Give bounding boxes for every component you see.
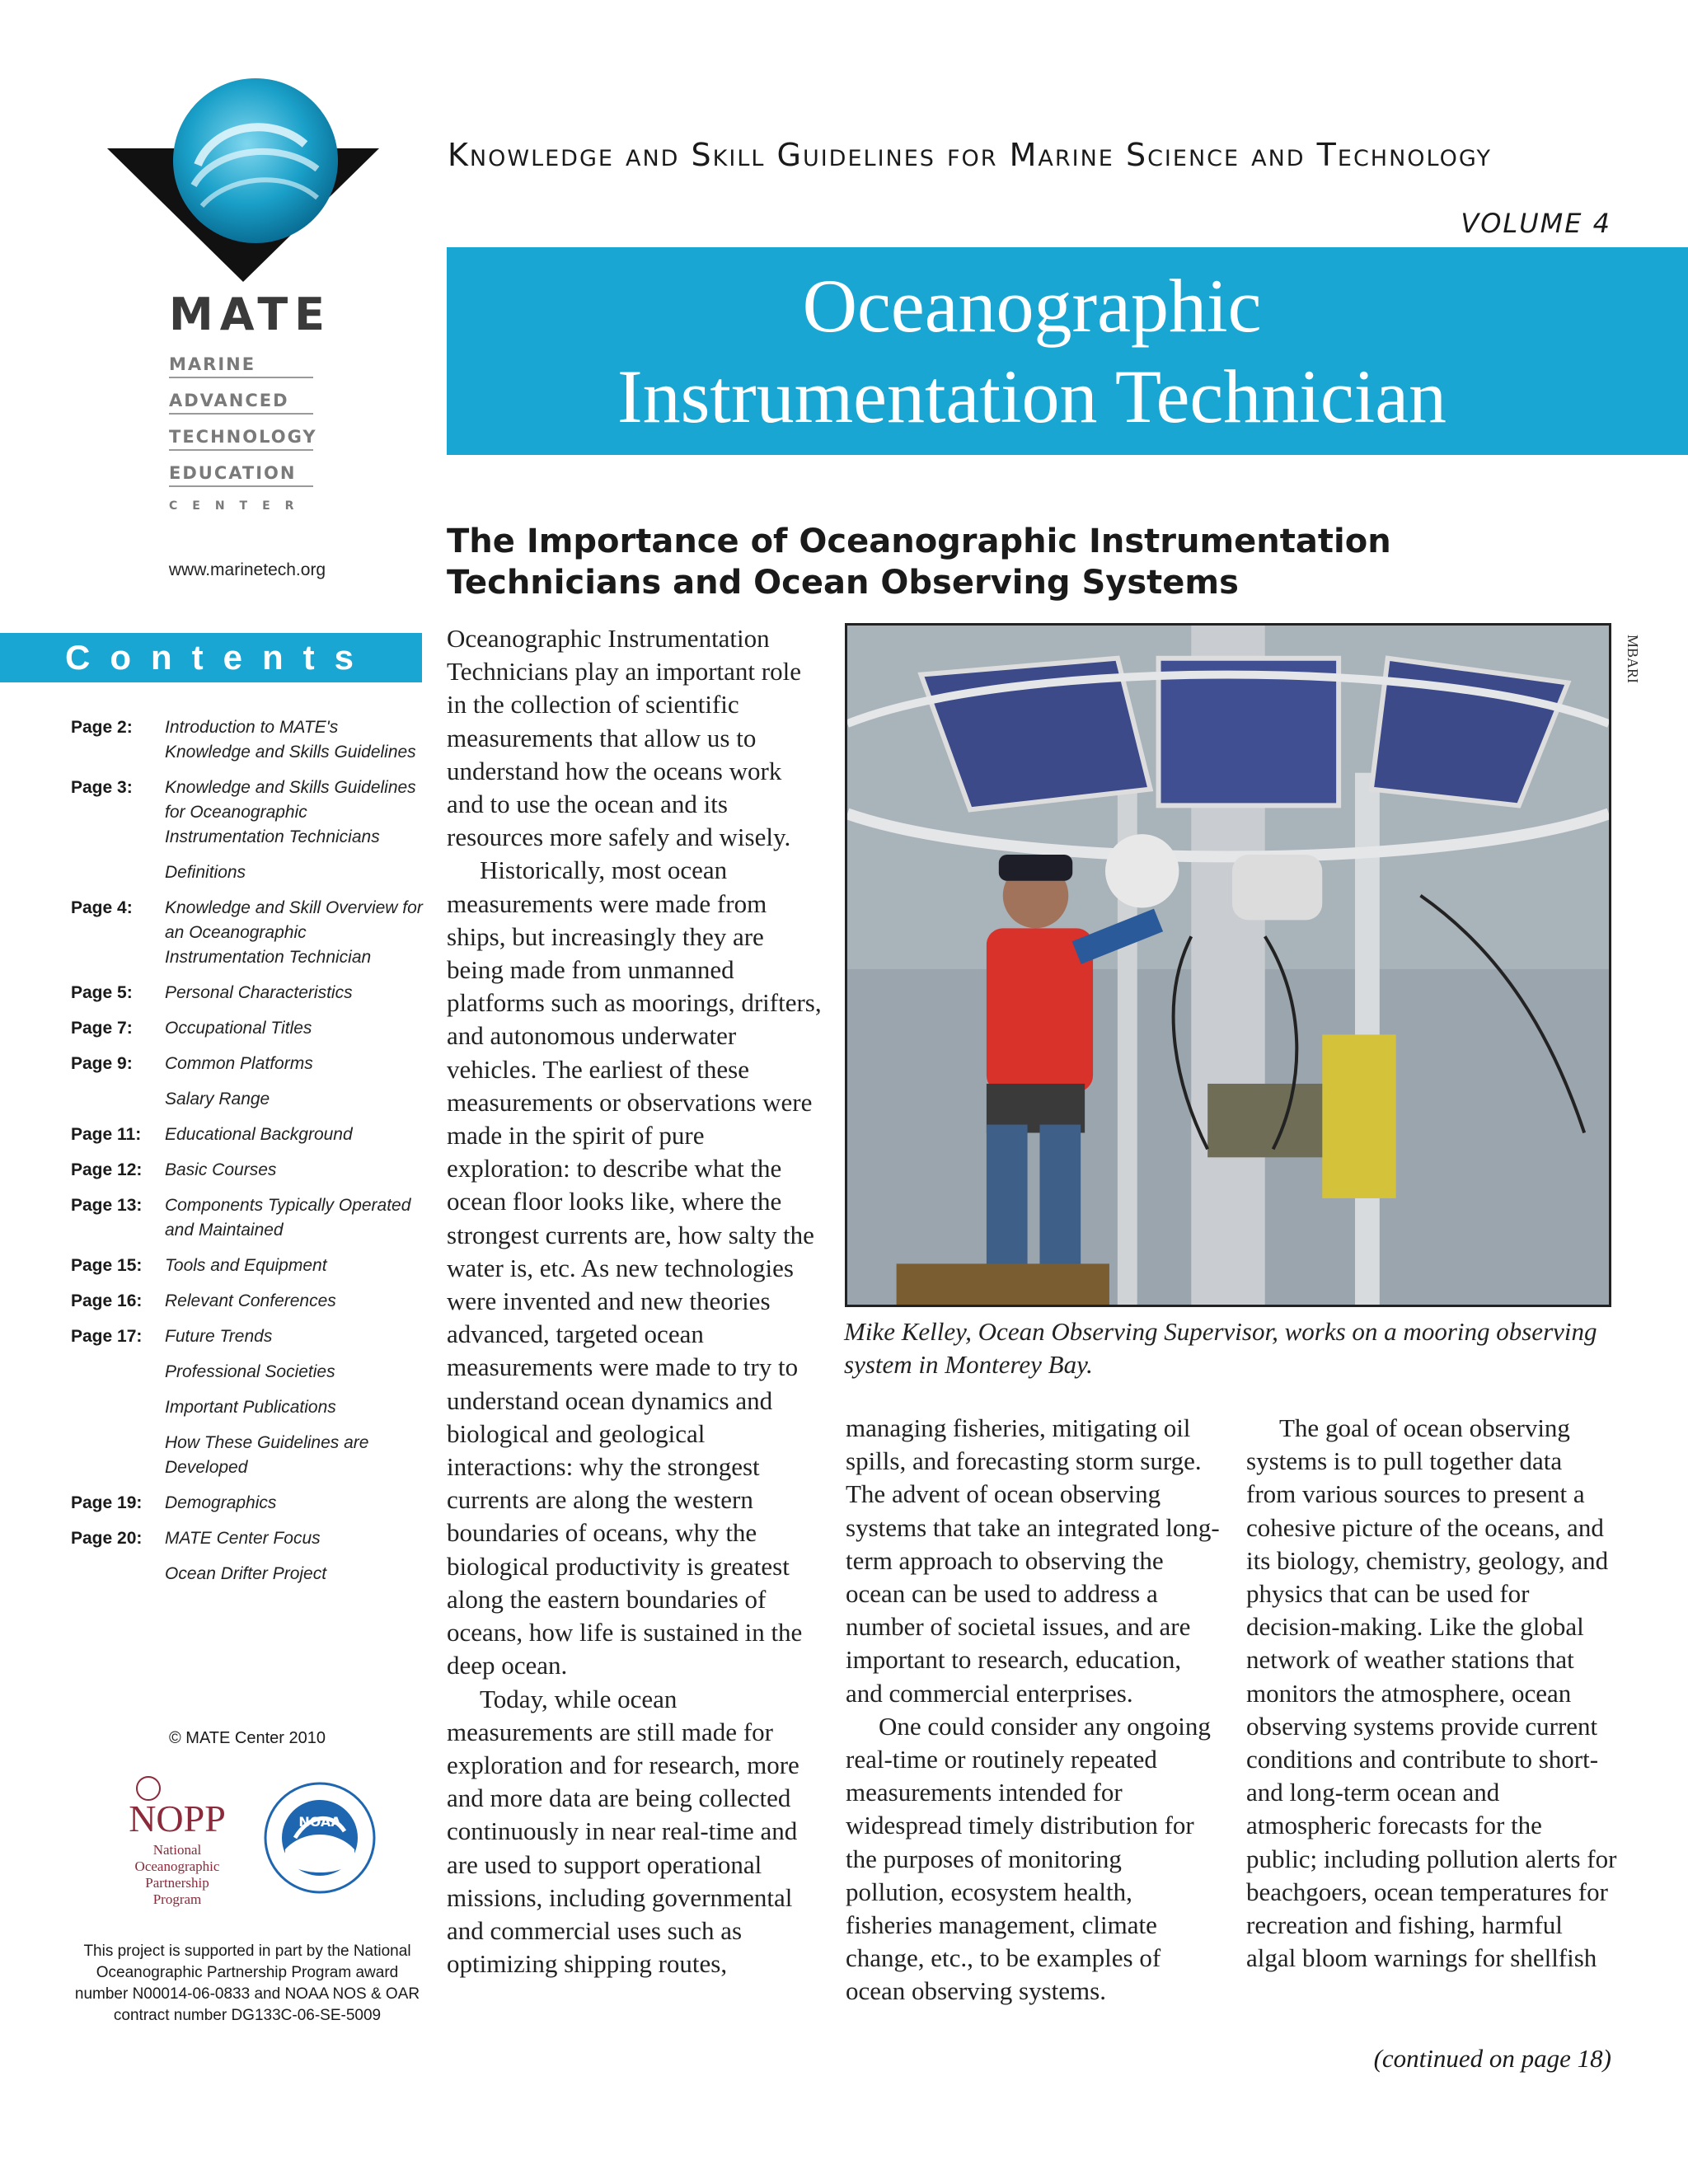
nopp-logo (115, 1772, 239, 1920)
toc-page-number: Page 5: (71, 983, 133, 1002)
toc-title: Basic Courses (165, 1160, 277, 1179)
nopp-logo-word: NOPP (129, 1797, 226, 1840)
toc-title: Common Platforms (165, 1054, 313, 1073)
body-column-1 (447, 622, 822, 1980)
toc-title: Salary Range (165, 1090, 270, 1108)
toc-entry[interactable] (71, 1562, 425, 1586)
logo-line-center: CENTER (169, 499, 309, 513)
toc-entry[interactable] (71, 860, 425, 885)
photo-credit: MBARI (1625, 635, 1641, 684)
paragraph: Historically, most ocean measurements were made from ships, but increasingly they are being made from unmanned platforms such as moorings, drifters, and autonomous underwater vehicles. The earliest of these measurements or observations were made in the spirit of pure exploration: to describe what the ocean floor looks like, where the strongest currents are, how salty the water is, etc. As new technologies were invented and new theories advanced, targeted ocean measurements were made to try to understand ocean dynamics and biological and geological interactions: why the strongest currents are along the western boundaries of oceans, why the biological productivity is greatest along the eastern boundaries of oceans, how life is sustained in the deep ocean. (447, 855, 822, 1680)
toc-entry[interactable] (71, 776, 425, 850)
toc-entry[interactable] (71, 1289, 425, 1314)
logo-divider (169, 377, 313, 378)
paragraph: managing fisheries, mitigating oil spills, and forecasting storm surge. The advent of ocean observing systems that take an integrated long-term approach to observing the ocean can be used to address a number of societal issues, and are important to research, education, and commercial enterprises. (846, 1413, 1220, 1708)
toc-entry[interactable] (71, 1360, 425, 1385)
svg-text:Program: Program (152, 1891, 202, 1907)
noaa-logo-word: NOAA (298, 1814, 341, 1830)
toc-page-number: Page 20: (71, 1529, 143, 1548)
toc-page-number: Page 2: (71, 718, 133, 737)
toc-page-number: Page 17: (71, 1327, 143, 1346)
volume-label: VOLUME 4 (1461, 208, 1611, 239)
logo-line-marine: MARINE (169, 354, 256, 374)
article-headline: The Importance of Oceanographic Instrumentation Technicians and Ocean Observing Systems (447, 523, 1391, 602)
toc-entry[interactable] (71, 1122, 425, 1147)
toc-title: Knowledge and Skill Overview for an Oceanographic Instrumentation Technician (165, 898, 423, 967)
toc-page-number: Page 19: (71, 1493, 143, 1512)
svg-text:Partnership: Partnership (145, 1875, 209, 1891)
noaa-logo (262, 1780, 377, 1896)
toc-page-number (71, 1562, 165, 1586)
toc-title: Ocean Drifter Project (165, 1564, 327, 1583)
series-title: Knowledge and Skill Guidelines for Marine Science and Technology (448, 137, 1492, 173)
toc-entry[interactable] (71, 1158, 425, 1183)
toc-entry[interactable] (71, 1254, 425, 1278)
technician-photo (845, 623, 1611, 1307)
logo-divider (169, 449, 313, 451)
logo-divider (169, 485, 313, 487)
toc-page-number: Page 13: (71, 1196, 143, 1215)
toc-title: Knowledge and Skills Guidelines for Oceanographic Instrumentation Technicians (165, 778, 416, 846)
toc-entry[interactable] (71, 1016, 425, 1041)
paragraph: Oceanographic Instrumentation Technicians play an important role in the collection of scientific measurements that allow us to understand how the oceans work and to use the ocean and its resources more safely and wisely. (447, 624, 801, 852)
toc-page-number: Page 11: (71, 1125, 142, 1144)
website-link[interactable]: www.marinetech.org (168, 560, 326, 579)
toc-title: Tools and Equipment (165, 1256, 327, 1275)
logo-wordmark: MATE (169, 288, 332, 340)
toc-page-number: Page 9: (71, 1054, 133, 1073)
toc-title: Important Publications (165, 1398, 336, 1417)
toc-entry[interactable] (71, 1193, 425, 1243)
toc-title: Personal Characteristics (165, 983, 353, 1002)
toc-title: MATE Center Focus (165, 1529, 321, 1548)
title-line-1: Oceanographic (802, 264, 1262, 348)
body-column-3 (1246, 1412, 1617, 1975)
toc-entry[interactable] (71, 1395, 425, 1420)
body-column-2 (846, 1412, 1221, 2008)
toc-page-number (71, 1431, 165, 1480)
logo-line-advanced: ADVANCED (169, 391, 289, 410)
continued-note: (continued on page 18) (1373, 2044, 1611, 2073)
table-of-contents (71, 715, 425, 1597)
toc-page-number: Page 12: (71, 1160, 143, 1179)
toc-entry[interactable] (71, 1526, 425, 1551)
toc-title: Relevant Conferences (165, 1291, 336, 1310)
logo-line-technology: TECHNOLOGY (169, 427, 317, 447)
toc-page-number: Page 15: (71, 1256, 143, 1275)
toc-page-number: Page 3: (71, 778, 133, 797)
toc-page-number (71, 860, 165, 885)
toc-title: Educational Background (165, 1125, 353, 1144)
logo-divider (169, 413, 313, 415)
toc-page-number: Page 7: (71, 1019, 133, 1038)
toc-page-number: Page 16: (71, 1291, 143, 1310)
logo-line-education: EDUCATION (169, 463, 297, 483)
paragraph: Today, while ocean measurements are still made for exploration and for research, more and more data are being collected continuously in near real-time and are used to support operational missions, including governmental and commercial uses such as optimizing shipping routes, (447, 1684, 799, 1979)
toc-entry[interactable] (71, 715, 425, 765)
toc-entry[interactable] (71, 1052, 425, 1076)
toc-title: Definitions (165, 863, 246, 882)
toc-entry[interactable] (71, 896, 425, 970)
svg-text:National: National (152, 1842, 202, 1858)
toc-page-number: Page 4: (71, 898, 133, 917)
photo-caption: Mike Kelley, Ocean Observing Supervisor, works on a mooring observing system in Monterey Bay. (844, 1317, 1597, 1379)
toc-entry[interactable] (71, 1087, 425, 1112)
toc-page-number (71, 1360, 165, 1385)
paragraph: The goal of ocean observing systems is to pull together data from various sources to present a cohesive picture of the oceans, and its biology, chemistry, geology, and physics that can be used for decision-making. Like the global network of weather stations that monitors the atmosphere, ocean observing systems provide current conditions and contribute to short- and long-term ocean and atmospheric forecasts for the public; including pollution alerts for beachgoers, ocean temperatures for recreation and fishing, harmful algal bloom warnings for shellfish (1246, 1413, 1617, 1973)
document-title (447, 260, 1617, 442)
svg-text:Oceanographic: Oceanographic (134, 1858, 220, 1874)
toc-title: Occupational Titles (165, 1019, 312, 1038)
toc-title: Introduction to MATE's Knowledge and Skills Guidelines (165, 718, 416, 762)
contents-title: Contents (65, 638, 373, 677)
toc-entry[interactable] (71, 1491, 425, 1516)
toc-title: Future Trends (165, 1327, 273, 1346)
support-notice: This project is supported in part by the National Oceanographic Partnership Program award number N00014-06-0833 and NOAA NOS & OAR contract number DG133C-06-SE-5009 (74, 1943, 420, 2024)
toc-title: How These Guidelines are Developed (165, 1433, 369, 1477)
paragraph: One could consider any ongoing real-time or routinely repeated measurements intended for widespread timely distribution for the purposes of monitoring pollution, ecosystem health, fisheries management, climate change, etc., to be examples of ocean observing systems. (846, 1711, 1211, 2006)
toc-title: Professional Societies (165, 1362, 335, 1381)
title-line-2: Instrumentation Technician (617, 354, 1447, 438)
copyright: © MATE Center 2010 (169, 1729, 326, 1747)
toc-page-number (71, 1087, 165, 1112)
toc-entry[interactable] (71, 981, 425, 1005)
toc-entry[interactable] (71, 1324, 425, 1349)
toc-page-number (71, 1395, 165, 1420)
toc-title: Components Typically Operated and Maintained (165, 1196, 411, 1240)
toc-entry[interactable] (71, 1431, 425, 1480)
toc-title: Demographics (165, 1493, 277, 1512)
